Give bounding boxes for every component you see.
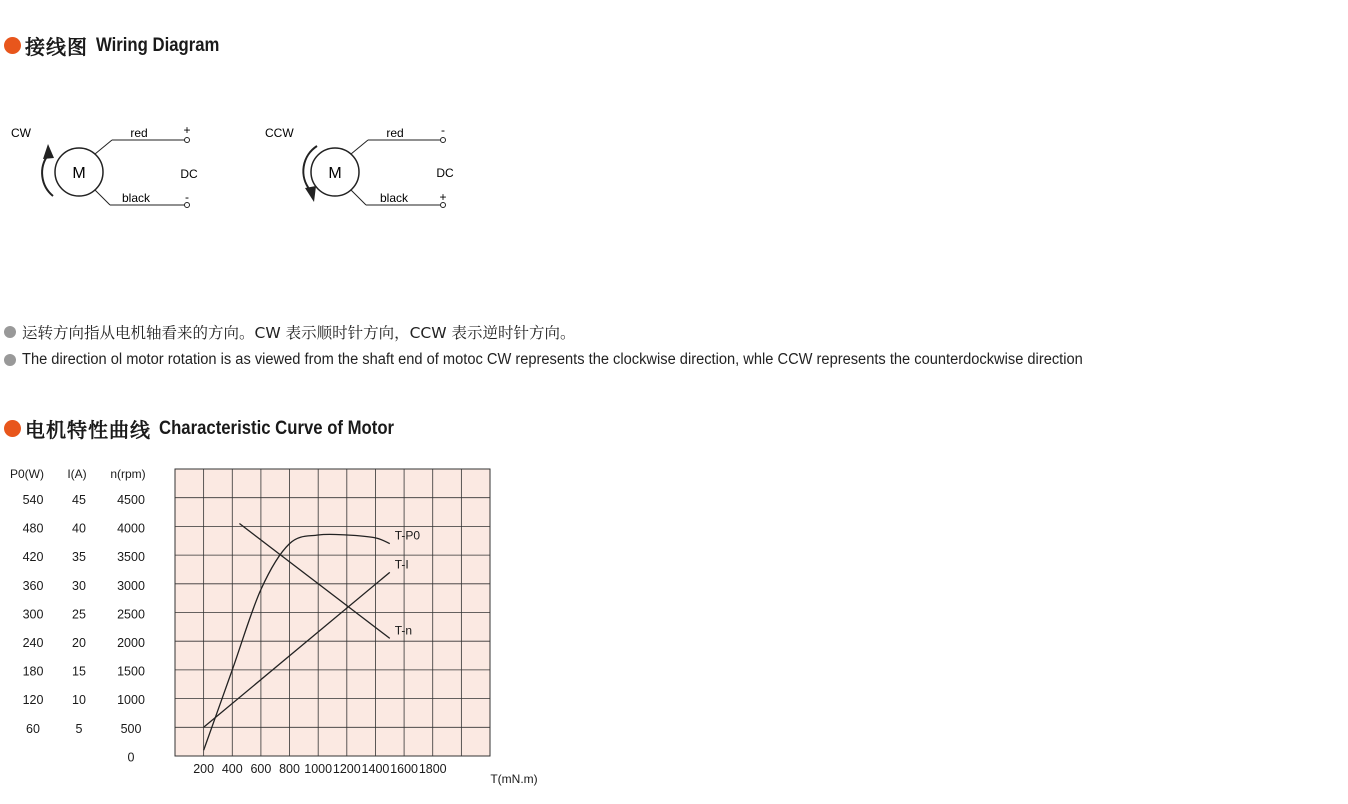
curve-section-title xyxy=(4,414,426,443)
cw-wiring-diagram xyxy=(0,110,240,220)
y-tick-label: 1000 xyxy=(117,693,145,708)
ccw-top-wire-label: red xyxy=(386,126,404,140)
y-tick-label: 300 xyxy=(22,607,44,622)
y-tick-label: 480 xyxy=(22,521,44,536)
ccw-bottom-wire-diag xyxy=(351,190,366,205)
note-en-text: The direction ol motor rotation is as viewed from the shaft end of motoc CW represents the clockwise direction, whle CCW represents the counterdockwise direction xyxy=(22,351,1083,368)
y-tick-label: 500 xyxy=(120,721,142,736)
note-cn-text: 运转方向指从电机轴看来的方向。CW 表示顺时针方向，CCW 表示逆时针方向。 xyxy=(22,324,576,342)
cw-direction-label: CW xyxy=(11,126,31,140)
ccw-supply-label: DC xyxy=(436,166,454,180)
y-tick-label: 420 xyxy=(22,550,44,565)
y-tick-label: 35 xyxy=(72,550,86,565)
ccw-motor-label: M xyxy=(328,165,342,182)
y-tick-label: 1500 xyxy=(117,664,145,679)
cw-rotation-arrow-arc xyxy=(42,155,53,196)
cw-top-wire-label: red xyxy=(130,126,148,140)
ccw-arrow-head-icon xyxy=(305,186,316,202)
y-tick-label: 5 xyxy=(75,721,83,736)
ccw-bottom-wire-label: black xyxy=(379,191,409,205)
ccw-wiring-diagram xyxy=(256,110,496,220)
y-tick-label: 120 xyxy=(22,693,44,708)
y-tick-label: 240 xyxy=(22,636,44,650)
wiring-title-cn: 接线图 xyxy=(25,35,88,59)
cw-arrow-head-icon xyxy=(43,144,54,159)
y-tick-label: 25 xyxy=(72,607,86,622)
y-tick-label: 360 xyxy=(22,578,44,593)
series-label-t-p0: T-P0 xyxy=(394,528,421,543)
y-tick-label: 60 xyxy=(26,721,40,736)
y-tick-label: 40 xyxy=(72,521,86,536)
cw-supply-label: DC xyxy=(180,167,198,181)
cw-bottom-wire-diag xyxy=(95,190,110,205)
x-tick-label: 200 xyxy=(193,762,215,776)
orange-bullet-icon xyxy=(4,420,21,437)
wiring-section-title xyxy=(4,31,236,60)
y-tick-label: 0 xyxy=(127,750,135,765)
y-axis-label: P0(W) xyxy=(10,467,44,481)
wiring-title-en: Wiring Diagram xyxy=(96,34,220,56)
y-tick-label: 10 xyxy=(72,693,86,708)
series-label-t-i: T-I xyxy=(394,557,409,572)
y-tick-label: 2500 xyxy=(117,607,145,622)
y-tick-label: 15 xyxy=(72,664,86,679)
y-tick-label: 2000 xyxy=(117,636,145,650)
ccw-direction-label: CCW xyxy=(265,126,294,140)
cw-bottom-wire-label: black xyxy=(121,191,151,205)
y-tick-label: 180 xyxy=(22,664,44,679)
ccw-top-wire-diag xyxy=(351,140,368,154)
ccw-top-terminal-sign: - xyxy=(441,123,445,137)
x-tick-label: 1000 xyxy=(304,762,333,776)
cw-bottom-terminal-sign: - xyxy=(185,190,189,204)
cw-motor-label: M xyxy=(72,165,86,182)
gray-bullet-icon xyxy=(4,354,16,366)
x-tick-label: 1200 xyxy=(332,762,361,776)
cw-top-wire-diag xyxy=(95,140,112,154)
x-tick-label: 800 xyxy=(279,762,300,776)
note-cn xyxy=(4,321,575,343)
y-tick-label: 45 xyxy=(72,493,86,507)
x-axis-label: T(mN.m) xyxy=(490,772,538,786)
y-tick-label: 20 xyxy=(72,636,86,650)
cw-top-terminal-icon xyxy=(185,138,190,143)
series-label-t-n: T-n xyxy=(394,623,413,638)
cw-top-terminal-sign: + xyxy=(183,123,191,137)
characteristic-curve-chart xyxy=(0,455,560,795)
y-tick-label: 3500 xyxy=(117,550,145,565)
y-tick-label: 4500 xyxy=(117,493,145,507)
curve-title-en: Characteristic Curve of Motor xyxy=(159,417,395,439)
y-tick-label: 30 xyxy=(72,578,86,593)
y-tick-label: 540 xyxy=(22,493,44,507)
curve-title-cn: 电机特性曲线 xyxy=(25,418,151,442)
ccw-top-terminal-icon xyxy=(441,138,446,143)
orange-bullet-icon xyxy=(4,37,21,54)
ccw-bottom-terminal-sign: + xyxy=(439,190,447,204)
y-axis-label: n(rpm) xyxy=(110,467,146,481)
y-axis-label: I(A) xyxy=(67,467,87,481)
x-tick-label: 1400 xyxy=(361,762,390,776)
y-tick-label: 3000 xyxy=(117,578,145,593)
x-tick-label: 1600 xyxy=(390,762,418,776)
x-tick-label: 400 xyxy=(221,762,243,776)
x-tick-label: 1800 xyxy=(418,762,447,776)
y-tick-label: 4000 xyxy=(117,521,145,536)
gray-bullet-icon xyxy=(4,326,16,338)
x-tick-label: 600 xyxy=(250,762,272,776)
note-en xyxy=(4,351,1145,369)
